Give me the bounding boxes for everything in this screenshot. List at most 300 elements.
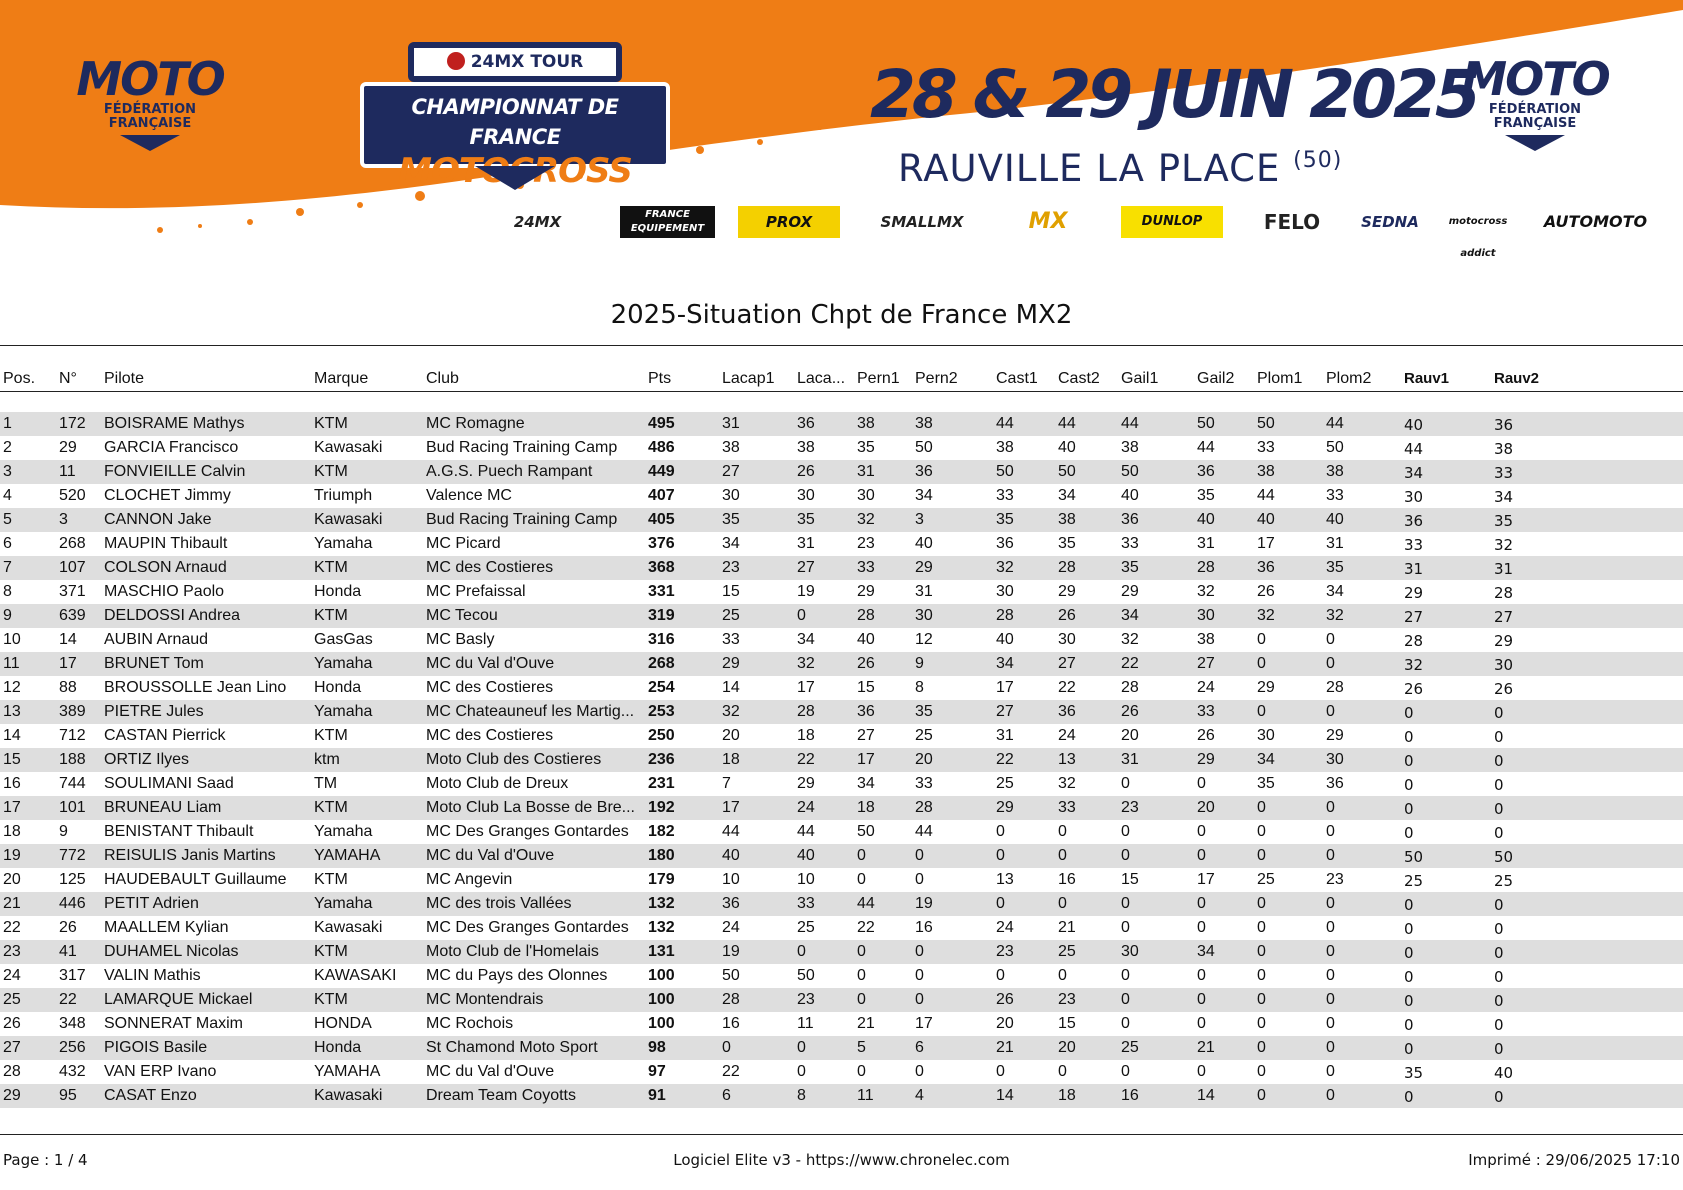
table-row — [0, 484, 1683, 508]
cell-lacap2: 23 — [797, 991, 815, 1008]
col-header-plom2: Plom2 — [1326, 370, 1372, 387]
cell-lacap1: 23 — [722, 559, 740, 576]
cell-pts: 98 — [648, 1039, 666, 1056]
col-header-pilote: Pilote — [104, 370, 145, 387]
table-row — [0, 796, 1683, 820]
cell-gail2: 38 — [1197, 631, 1215, 648]
cell-num: 389 — [59, 703, 86, 720]
cell-marque: KTM — [314, 943, 348, 960]
cell-num: 11 — [59, 463, 76, 480]
col-header-rauv2: Rauv2 — [1494, 370, 1540, 387]
cell-gail2: 27 — [1197, 655, 1215, 672]
cell-plom2: 0 — [1326, 631, 1335, 648]
cell-pos: 9 — [3, 607, 12, 624]
cell-gail1: 25 — [1121, 1039, 1139, 1056]
cell-rauv2: 34 — [1494, 488, 1514, 506]
cell-marque: Yamaha — [314, 703, 373, 720]
cell-lacap1: 20 — [722, 727, 740, 744]
cell-plom1: 0 — [1257, 1039, 1266, 1056]
cell-pilote: HAUDEBAULT Guillaume — [104, 871, 287, 888]
cell-cast1: 50 — [996, 463, 1014, 480]
cell-num: 26 — [59, 919, 77, 936]
cell-pts: 180 — [648, 847, 675, 864]
cell-rauv2: 25 — [1494, 872, 1514, 890]
cell-lacap2: 19 — [797, 583, 815, 600]
cell-plom2: 30 — [1326, 751, 1344, 768]
cell-pos: 24 — [3, 967, 21, 984]
cell-gail1: 16 — [1121, 1087, 1139, 1104]
sponsor-logo-mx: MX — [1028, 209, 1068, 234]
cell-num: 371 — [59, 583, 86, 600]
cell-gail1: 38 — [1121, 439, 1139, 456]
cell-rauv1: 27 — [1404, 608, 1424, 626]
cell-num: 29 — [59, 439, 77, 456]
cell-pts: 192 — [648, 799, 675, 816]
cell-gail1: 36 — [1121, 511, 1139, 528]
cell-lacap2: 0 — [797, 607, 806, 624]
cell-gail1: 0 — [1121, 895, 1130, 912]
cell-lacap1: 30 — [722, 487, 740, 504]
cell-pos: 23 — [3, 943, 21, 960]
cell-plom1: 0 — [1257, 967, 1266, 984]
cell-lacap2: 8 — [797, 1087, 806, 1104]
cell-pern2: 33 — [915, 775, 933, 792]
cell-num: 22 — [59, 991, 77, 1008]
cell-pilote: PETIT Adrien — [104, 895, 199, 912]
cell-rauv2: 0 — [1494, 728, 1504, 746]
sponsor-strip — [470, 200, 1660, 259]
ffm-logo-right — [1460, 52, 1610, 170]
cell-pilote: VAN ERP Ivano — [104, 1063, 217, 1080]
cell-pern1: 18 — [857, 799, 875, 816]
cell-pilote: MAALLEM Kylian — [104, 919, 229, 936]
cell-pern2: 3 — [915, 511, 924, 528]
cell-lacap1: 7 — [722, 775, 731, 792]
cell-plom2: 31 — [1326, 535, 1344, 552]
col-header-cast1: Cast1 — [996, 370, 1038, 387]
cell-cast2: 18 — [1058, 1087, 1076, 1104]
cell-pilote: AUBIN Arnaud — [104, 631, 209, 648]
championship-band — [360, 82, 670, 191]
cell-gail2: 44 — [1197, 439, 1215, 456]
table-row — [0, 964, 1683, 988]
cell-rauv2: 0 — [1494, 1016, 1504, 1034]
cell-cast2: 15 — [1058, 1015, 1076, 1032]
cell-pern2: 0 — [915, 1063, 924, 1080]
cell-lacap2: 25 — [797, 919, 815, 936]
event-place-name: RAUVILLE LA PLACE — [898, 147, 1281, 190]
cell-rauv2: 0 — [1494, 944, 1504, 962]
cell-gail2: 36 — [1197, 463, 1215, 480]
cell-pern2: 19 — [915, 895, 933, 912]
cell-pts: 268 — [648, 655, 675, 672]
cell-pos: 8 — [3, 583, 12, 600]
cell-rauv2: 50 — [1494, 848, 1514, 866]
cell-pern1: 0 — [857, 967, 866, 984]
cell-pern1: 33 — [857, 559, 875, 576]
cell-lacap1: 50 — [722, 967, 740, 984]
cell-plom2: 44 — [1326, 415, 1344, 432]
cell-plom2: 28 — [1326, 679, 1344, 696]
cell-pern2: 6 — [915, 1039, 924, 1056]
cell-cast2: 30 — [1058, 631, 1076, 648]
table-row — [0, 676, 1683, 700]
cell-pern2: 0 — [915, 991, 924, 1008]
cell-club: Moto Club La Bosse de Bre... — [426, 799, 635, 816]
cell-cast2: 16 — [1058, 871, 1076, 888]
table-row — [0, 556, 1683, 580]
cell-cast1: 22 — [996, 751, 1014, 768]
cell-pern1: 50 — [857, 823, 875, 840]
ffm-logo-line1: FÉDÉRATION — [103, 102, 197, 117]
cell-lacap1: 18 — [722, 751, 740, 768]
cell-rauv1: 26 — [1404, 680, 1424, 698]
cell-plom2: 29 — [1326, 727, 1344, 744]
cell-plom2: 34 — [1326, 583, 1344, 600]
cell-rauv2: 0 — [1494, 1088, 1504, 1106]
cell-plom2: 0 — [1326, 1039, 1335, 1056]
cell-pern1: 0 — [857, 991, 866, 1008]
cell-pern1: 35 — [857, 439, 875, 456]
cell-pos: 16 — [3, 775, 21, 792]
cell-marque: Honda — [314, 1039, 362, 1056]
sponsor-logo-smallmx: SMALLMX — [880, 213, 964, 231]
cell-lacap2: 44 — [797, 823, 815, 840]
cell-plom1: 0 — [1257, 847, 1266, 864]
cell-cast2: 34 — [1058, 487, 1076, 504]
sponsor-logo-dunlop: DUNLOP — [1121, 206, 1223, 238]
cell-lacap2: 31 — [797, 535, 815, 552]
cell-gail1: 15 — [1121, 871, 1139, 888]
table-row — [0, 1036, 1683, 1060]
cell-gail1: 0 — [1121, 847, 1130, 864]
cell-pos: 4 — [3, 487, 12, 504]
cell-lacap2: 26 — [797, 463, 815, 480]
cell-cast2: 38 — [1058, 511, 1076, 528]
cell-gail2: 34 — [1197, 943, 1215, 960]
cell-cast1: 13 — [996, 871, 1014, 888]
cell-lacap1: 0 — [722, 1039, 731, 1056]
cell-lacap1: 16 — [722, 1015, 740, 1032]
cell-plom1: 0 — [1257, 1087, 1266, 1104]
event-date: 28 & 29 JUIN 2025 — [870, 56, 1477, 133]
cell-gail1: 0 — [1121, 1015, 1130, 1032]
cell-plom1: 0 — [1257, 919, 1266, 936]
cell-pern2: 9 — [915, 655, 924, 672]
cell-plom2: 35 — [1326, 559, 1344, 576]
table-row — [0, 1060, 1683, 1084]
cell-cast2: 25 — [1058, 943, 1076, 960]
cell-marque: Honda — [314, 583, 362, 600]
cell-club: Dream Team Coyotts — [426, 1087, 576, 1104]
cell-pilote: CASAT Enzo — [104, 1087, 197, 1104]
cell-plom1: 25 — [1257, 871, 1275, 888]
cell-pern1: 5 — [857, 1039, 866, 1056]
cell-plom2: 0 — [1326, 823, 1335, 840]
cell-gail2: 32 — [1197, 583, 1215, 600]
col-header-plom1: Plom1 — [1257, 370, 1303, 387]
cell-gail2: 29 — [1197, 751, 1215, 768]
cell-pts: 449 — [648, 463, 675, 480]
cell-rauv1: 28 — [1404, 632, 1424, 650]
cell-plom2: 0 — [1326, 1087, 1335, 1104]
cell-plom2: 0 — [1326, 847, 1335, 864]
cell-plom1: 36 — [1257, 559, 1275, 576]
cell-cast2: 50 — [1058, 463, 1076, 480]
table-row — [0, 724, 1683, 748]
cell-pern2: 28 — [915, 799, 933, 816]
cell-pilote: LAMARQUE Mickael — [104, 991, 253, 1008]
cell-lacap1: 25 — [722, 607, 740, 624]
cell-lacap2: 35 — [797, 511, 815, 528]
cell-pern1: 38 — [857, 415, 875, 432]
cell-lacap2: 50 — [797, 967, 815, 984]
cell-rauv1: 0 — [1404, 704, 1414, 722]
cell-num: 3 — [59, 511, 68, 528]
table-row — [0, 580, 1683, 604]
cell-marque: GasGas — [314, 631, 373, 648]
cell-plom1: 0 — [1257, 799, 1266, 816]
cell-lacap2: 30 — [797, 487, 815, 504]
event-dept: (50) — [1293, 148, 1343, 173]
cell-rauv2: 0 — [1494, 800, 1504, 818]
cell-num: 348 — [59, 1015, 86, 1032]
cell-gail2: 33 — [1197, 703, 1215, 720]
cell-rauv2: 0 — [1494, 752, 1504, 770]
cell-marque: KTM — [314, 463, 348, 480]
cell-gail1: 29 — [1121, 583, 1139, 600]
cell-plom1: 0 — [1257, 823, 1266, 840]
cell-cast1: 27 — [996, 703, 1014, 720]
cell-pern2: 17 — [915, 1015, 933, 1032]
cell-marque: KTM — [314, 607, 348, 624]
cell-plom2: 0 — [1326, 991, 1335, 1008]
cell-lacap1: 15 — [722, 583, 740, 600]
cell-pts: 253 — [648, 703, 675, 720]
cell-rauv2: 32 — [1494, 536, 1514, 554]
cell-plom1: 30 — [1257, 727, 1275, 744]
cell-pern1: 11 — [857, 1087, 874, 1104]
cell-cast1: 32 — [996, 559, 1014, 576]
cell-pern2: 12 — [915, 631, 933, 648]
cell-club: MC Des Granges Gontardes — [426, 823, 629, 840]
cell-plom2: 0 — [1326, 703, 1335, 720]
cell-pts: 376 — [648, 535, 675, 552]
cell-lacap2: 0 — [797, 943, 806, 960]
cell-lacap2: 24 — [797, 799, 815, 816]
cell-cast2: 32 — [1058, 775, 1076, 792]
col-header-pts: Pts — [648, 370, 672, 387]
cell-rauv1: 32 — [1404, 656, 1424, 674]
cell-plom1: 40 — [1257, 511, 1275, 528]
cell-marque: HONDA — [314, 1015, 372, 1032]
cell-pilote: COLSON Arnaud — [104, 559, 227, 576]
cell-pts: 486 — [648, 439, 675, 456]
cell-gail2: 28 — [1197, 559, 1215, 576]
cell-gail1: 0 — [1121, 823, 1130, 840]
cell-pilote: DUHAMEL Nicolas — [104, 943, 239, 960]
cell-gail2: 0 — [1197, 919, 1206, 936]
cell-club: MC du Val d'Ouve — [426, 847, 555, 864]
cell-club: MC Des Granges Gontardes — [426, 919, 629, 936]
table-row — [0, 772, 1683, 796]
cell-pern1: 31 — [857, 463, 875, 480]
cell-rauv2: 26 — [1494, 680, 1514, 698]
cell-pts: 100 — [648, 1015, 675, 1032]
cell-club: MC Romagne — [426, 415, 525, 432]
cell-gail2: 35 — [1197, 487, 1215, 504]
cell-pos: 10 — [3, 631, 21, 648]
cell-pts: 405 — [648, 511, 675, 528]
cell-gail1: 50 — [1121, 463, 1139, 480]
cell-rauv2: 35 — [1494, 512, 1514, 530]
cell-rauv1: 0 — [1404, 968, 1414, 986]
chevron-icon — [120, 135, 180, 151]
cell-club: MC Basly — [426, 631, 495, 648]
cell-cast2: 29 — [1058, 583, 1076, 600]
col-header-pern1: Pern1 — [857, 370, 900, 387]
cell-gail1: 35 — [1121, 559, 1139, 576]
cell-cast2: 21 — [1058, 919, 1076, 936]
cell-num: 101 — [59, 799, 86, 816]
cell-pts: 368 — [648, 559, 675, 576]
sponsor-logo-felo: FELO — [1263, 210, 1321, 234]
tour-badge — [408, 42, 622, 82]
cell-marque: KTM — [314, 871, 348, 888]
cell-cast1: 0 — [996, 847, 1005, 864]
cell-gail2: 0 — [1197, 847, 1206, 864]
cell-club: MC des Costieres — [426, 727, 554, 744]
cell-gail1: 28 — [1121, 679, 1139, 696]
cell-num: 88 — [59, 679, 77, 696]
cell-club: MC du Val d'Ouve — [426, 655, 555, 672]
cell-marque: KTM — [314, 415, 348, 432]
cell-pern1: 30 — [857, 487, 875, 504]
cell-rauv1: 36 — [1404, 512, 1424, 530]
table-row — [0, 532, 1683, 556]
col-header-pos: Pos. — [3, 370, 36, 387]
cell-rauv2: 0 — [1494, 776, 1504, 794]
cell-plom2: 0 — [1326, 655, 1335, 672]
cell-cast1: 0 — [996, 1063, 1005, 1080]
cell-gail2: 20 — [1197, 799, 1215, 816]
cell-pern2: 35 — [915, 703, 933, 720]
cell-marque: Kawasaki — [314, 1087, 383, 1104]
cell-lacap2: 32 — [797, 655, 815, 672]
cell-rauv2: 29 — [1494, 632, 1514, 650]
table-row — [0, 940, 1683, 964]
cell-club: MC Chateauneuf les Martig... — [426, 703, 635, 720]
cell-pts: 331 — [648, 583, 675, 600]
col-header-lacap2: Laca... — [797, 370, 846, 387]
cell-gail2: 30 — [1197, 607, 1215, 624]
cell-cast2: 35 — [1058, 535, 1076, 552]
cell-pilote: CANNON Jake — [104, 511, 212, 528]
cell-pilote: CASTAN Pierrick — [104, 727, 226, 744]
cell-rauv2: 0 — [1494, 824, 1504, 842]
cell-pilote: DELDOSSI Andrea — [104, 607, 241, 624]
cell-rauv1: 31 — [1404, 560, 1424, 578]
cell-pts: 407 — [648, 487, 675, 504]
cell-plom1: 0 — [1257, 991, 1266, 1008]
cell-pilote: SONNERAT Maxim — [104, 1015, 243, 1032]
cell-rauv2: 33 — [1494, 464, 1514, 482]
cell-cast2: 33 — [1058, 799, 1076, 816]
cell-gail2: 40 — [1197, 511, 1215, 528]
cell-rauv1: 33 — [1404, 536, 1424, 554]
cell-club: Moto Club de Dreux — [426, 775, 569, 792]
cell-marque: Kawasaki — [314, 511, 383, 528]
cell-rauv1: 44 — [1404, 440, 1424, 458]
cell-pilote: CLOCHET Jimmy — [104, 487, 231, 504]
cell-plom1: 0 — [1257, 631, 1266, 648]
cell-num: 107 — [59, 559, 86, 576]
cell-plom1: 0 — [1257, 895, 1266, 912]
cell-lacap2: 11 — [797, 1015, 814, 1032]
cell-marque: KTM — [314, 727, 348, 744]
cell-club: Moto Club des Costieres — [426, 751, 602, 768]
cell-plom2: 36 — [1326, 775, 1344, 792]
header-top-divider — [0, 345, 1683, 346]
cell-club: MC des trois Vallées — [426, 895, 572, 912]
table-row — [0, 748, 1683, 772]
cell-pern2: 20 — [915, 751, 933, 768]
cell-club: MC Picard — [426, 535, 501, 552]
championship-logo — [360, 42, 670, 192]
cell-plom1: 0 — [1257, 655, 1266, 672]
cell-pts: 254 — [648, 679, 675, 696]
cell-num: 317 — [59, 967, 86, 984]
cell-cast1: 0 — [996, 967, 1005, 984]
table-row — [0, 1084, 1683, 1108]
cell-plom1: 0 — [1257, 943, 1266, 960]
cell-pern1: 34 — [857, 775, 875, 792]
table-row — [0, 988, 1683, 1012]
cell-marque: KTM — [314, 559, 348, 576]
cell-pern2: 36 — [915, 463, 933, 480]
ffm-logo-text: MOTO — [1461, 52, 1609, 106]
cell-pts: 91 — [648, 1087, 666, 1104]
cell-pilote: BENISTANT Thibault — [104, 823, 254, 840]
cell-cast1: 34 — [996, 655, 1014, 672]
cell-club: MC Angevin — [426, 871, 513, 888]
sponsor-logo-24mx: 24MX — [513, 213, 562, 231]
page-title: 2025-Situation Chpt de France MX2 — [610, 300, 1073, 330]
col-header-gail1: Gail1 — [1121, 370, 1159, 387]
cell-marque: Yamaha — [314, 535, 373, 552]
cell-pilote: FONVIEILLE Calvin — [104, 463, 246, 480]
table-row — [0, 508, 1683, 532]
cell-marque: YAMAHA — [314, 847, 381, 864]
cell-cast2: 0 — [1058, 895, 1067, 912]
col-header-cast2: Cast2 — [1058, 370, 1100, 387]
cell-pts: 179 — [648, 871, 675, 888]
cell-pern1: 0 — [857, 1063, 866, 1080]
cell-plom2: 0 — [1326, 1015, 1335, 1032]
table-row — [0, 1012, 1683, 1036]
cell-pern2: 34 — [915, 487, 933, 504]
cell-plom1: 32 — [1257, 607, 1275, 624]
cell-club: Bud Racing Training Camp — [426, 439, 618, 456]
cell-num: 268 — [59, 535, 86, 552]
footer-divider — [0, 1134, 1683, 1135]
cell-num: 9 — [59, 823, 68, 840]
cell-lacap1: 34 — [722, 535, 740, 552]
cell-num: 188 — [59, 751, 86, 768]
cell-pts: 319 — [648, 607, 675, 624]
cell-num: 256 — [59, 1039, 86, 1056]
cell-gail2: 0 — [1197, 967, 1206, 984]
